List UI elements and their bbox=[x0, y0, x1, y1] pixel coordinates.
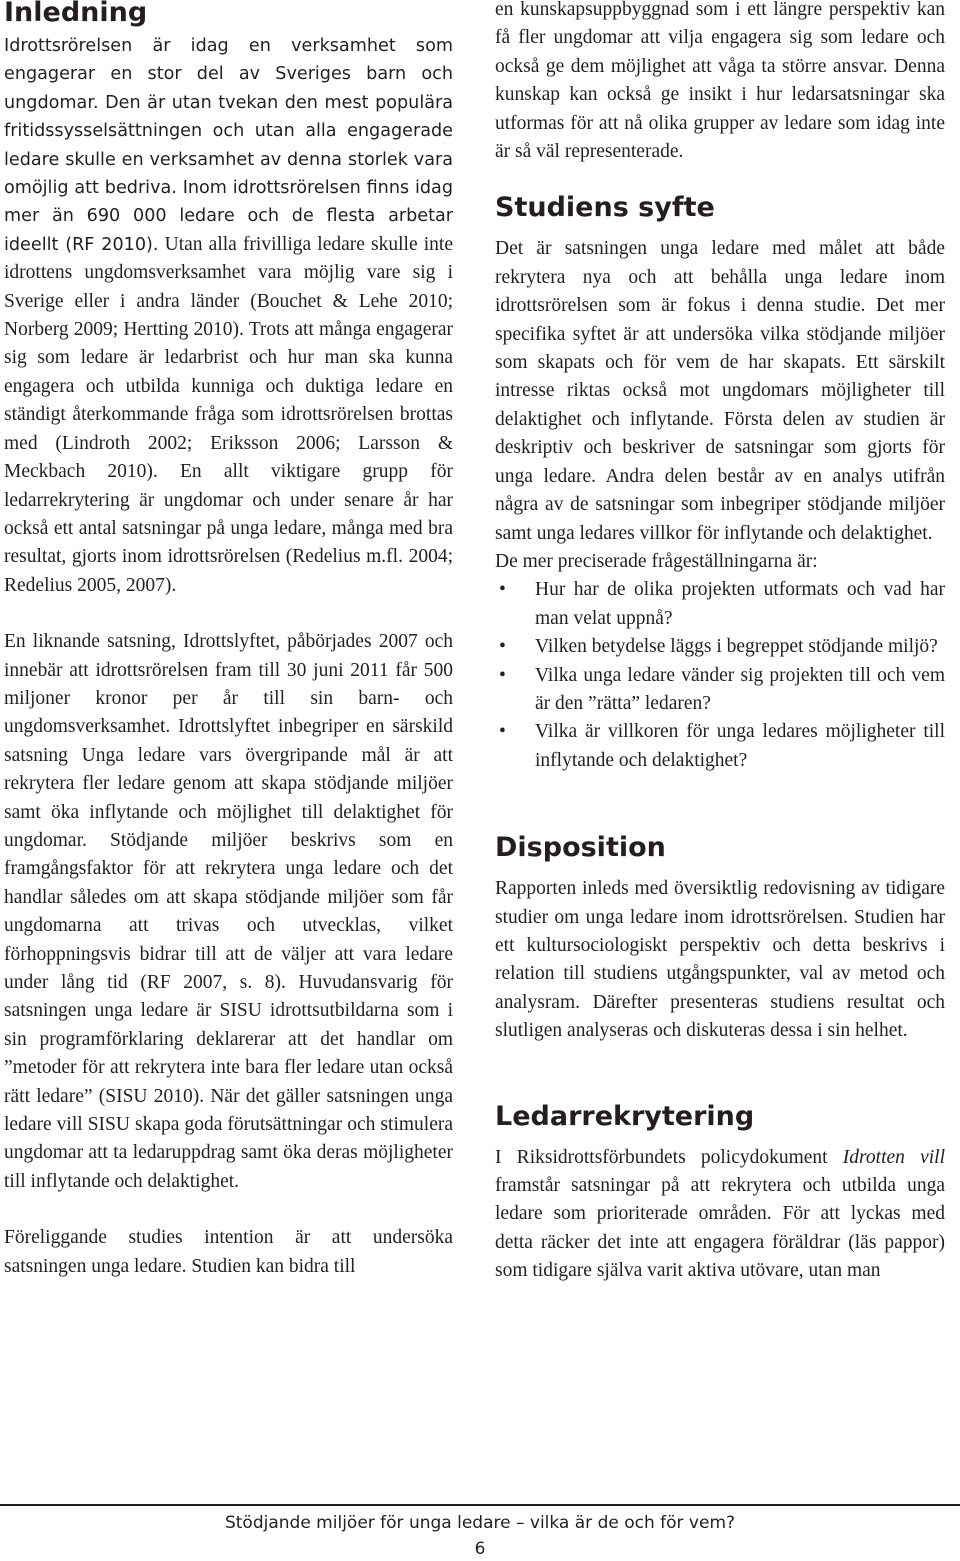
left-column bbox=[4, 0, 453, 1281]
heading-ledarrekrytering: Ledarrekrytering bbox=[495, 1100, 755, 1132]
question-text: Vilka unga ledare vänder sig projekten till och vem är den ”rätta” ledaren? bbox=[535, 664, 945, 714]
intention-paragraph: Föreliggande studies intention är att undersöka satsningen unga ledare. Studien kan bidra till bbox=[4, 1227, 453, 1277]
syfte-paragraph: Det är satsningen unga ledare med målet att både rekrytera nya och att behålla unga ledare inom idrottsrörelsen som är fokus i denna studie. Det mer specifika syftet är att undersöka vilka stödjande miljöer som skapats och för vem de har skapats. Ett särskilt intresse riktas också mot ungdomars möjligheter till delaktighet och inflytande. Första delen av studien är deskriptiv och beskriver de satsningar som gjorts för unga ledare. Andra delen består av en analys utifrån några av de satsningar som inbegriper stödjande miljöer samt unga ledares villkor för inflytande och delaktighet. bbox=[495, 238, 945, 544]
ledar-text-rest: framstår satsningar på att rekrytera och utbilda unga ledare som prioriterade områden. För att lyckas med detta räcker det inte att engagera föräldrar (läs pappor) som tidigare själva varit aktiva utövare, utan man bbox=[495, 1175, 945, 1282]
footer-title: Stödjande miljöer för unga ledare – vilka är de och för vem? bbox=[224, 1513, 736, 1533]
continuation-paragraph: en kunskapsuppbyggnad som i ett längre perspektiv kan få fler ungdomar att vilja engagera sig som ledare och också ge dem möjlighet att våga ta större ansvar. Denna kunskap kan också ge insikt i hur ledarsatsningar ska utformas för att nå olika grupper av ledare som idag inte är så väl representerade. bbox=[495, 0, 945, 163]
intro-paragraph-sans-part: Idrottsrörelsen är idag en verksamhet som engagerar en stor del av Sveriges barn och ungdomar. Den är utan tvekan den mest populära fritidssysselsättningen och utan alla engagerade ledare skulle en verksamhet av denna storlek vara omöjlig att bedriva. Inom idrottsrörelsen finns idag mer än 690 000 ledare och de flesta arbetar ideellt (RF 2010). bbox=[4, 36, 453, 255]
question-list bbox=[495, 576, 945, 775]
question-text: Vilka är villkoren för unga ledares möjligheter till inflytande och delaktighet? bbox=[535, 721, 945, 771]
heading-studiens-syfte: Studiens syfte bbox=[495, 192, 715, 224]
footer-divider bbox=[0, 1504, 960, 1506]
document-title-italic: Idrotten vill bbox=[842, 1146, 945, 1168]
bullet-icon: • bbox=[499, 721, 506, 743]
page-number: 6 bbox=[474, 1539, 486, 1559]
intro-paragraph bbox=[4, 32, 453, 600]
list-item bbox=[495, 662, 945, 719]
ledar-text-start: I Riksidrottsförbundets policydokument bbox=[495, 1146, 828, 1168]
heading-inledning: Inledning bbox=[4, 0, 148, 28]
list-item bbox=[495, 718, 945, 775]
bullet-icon: • bbox=[499, 579, 506, 601]
bullet-icon: • bbox=[499, 664, 506, 686]
intro-paragraph-serif-part: Utan alla frivilliga ledare skulle inte idrottens ungdomsverksamhet vara möjlig vare sig i Sverige eller i andra länder (Bouchet & Lehe 2010; Norberg 2009; Hertting 2010). Trots att många engagerar sig som ledare är ledarbrist och hur man ska kunna engagera och utbilda kunniga och duktiga ledare en ständigt återkommande fråga som idrottsrörelsen brottas med (Lindroth 2002; Eriksson 2006; Larsson & Meckbach 2010). En allt viktigare grupp för ledarrekrytering är ungdomar och under senare år har också ett antal satsningar på unga ledare, många med bra resultat, gjorts inom idrottsrörelsen (Redelius m.fl. 2004; Redelius 2005, 2007). bbox=[4, 233, 453, 596]
question-text: Vilken betydelse läggs i begreppet stödjande miljö? bbox=[535, 636, 938, 658]
question-text: Hur har de olika projekten utformats och vad har man velat uppnå? bbox=[535, 579, 945, 629]
heading-disposition: Disposition bbox=[495, 832, 666, 864]
right-column bbox=[495, 0, 945, 1286]
disposition-paragraph: Rapporten inleds med översiktlig redovisning av tidigare studier om unga ledare inom idrottsrörelsen. Studien har ett kultursociologiskt perspektiv och detta beskrivs i relation till studiens utgångspunkter, val av metod och analysram. Därefter presenteras studiens resultat och slutligen analyseras och diskuteras dessa i sin helhet. bbox=[495, 878, 945, 1042]
fragestallningar-intro: De mer preciserade frågeställningarna är: bbox=[495, 550, 818, 572]
ledarrekrytering-paragraph bbox=[495, 1144, 945, 1286]
bullet-icon: • bbox=[499, 636, 506, 658]
list-item bbox=[495, 576, 945, 633]
list-item bbox=[495, 633, 945, 661]
idrottslyftet-paragraph: En liknande satsning, Idrottslyftet, påbörjades 2007 och innebär att idrottsrörelsen fram till 30 juni 2011 får 500 miljoner kronor per år till sin barn- och ungdomsverksamhet. Idrottslyftet inbegriper en särskild satsning Unga ledare vars övergripande mål är att rekrytera fler ledare genom att skapa stödjande miljöer samt öka inflytande och möjlighet till delaktighet för ungdomar. Stödjande miljöer beskrivs som en framgångsfaktor för att rekrytera unga ledare och det handlar således om att skapa stödjande miljöer som får ungdomarna att trivas och utvecklas, vilket förhoppningsvis bidrar till att de väljer att vara ledare under lång tid (RF 2007, s. 8). Huvudansvarig för satsningen unga ledare är SISU idrottsutbildarna som i sin programförklaring deklarerar att det handlar om ”metoder för att rekrytera inte bara fler ledare utan också rätt ledare” (SISU 2010). När det gäller satsningen unga ledare vill SISU skapa goda förutsättningar och stimulera ungdomar att ta ledaruppdrag samt öka deras möjligheter till inflytande och delaktighet. bbox=[4, 631, 453, 1192]
